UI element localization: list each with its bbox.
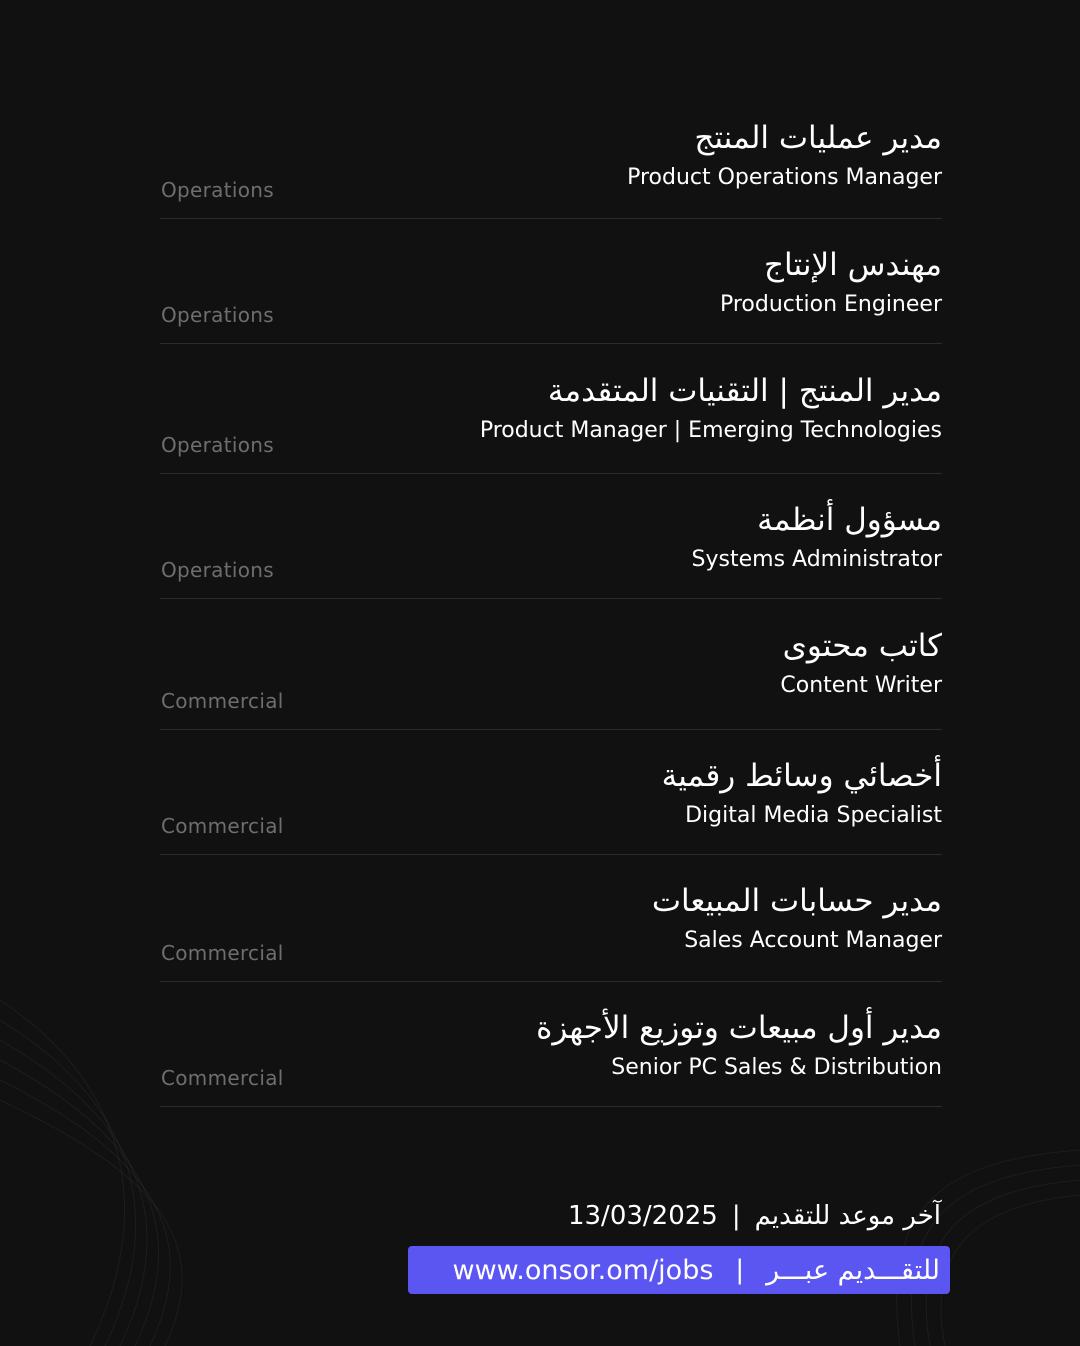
job-category: Operations — [161, 178, 274, 202]
apply-label: للتقـــديم عبـــر — [766, 1254, 940, 1286]
job-title-arabic: كاتب محتوى — [782, 628, 942, 664]
job-list — [160, 118, 942, 1107]
apply-banner[interactable] — [408, 1246, 950, 1294]
job-category: Commercial — [161, 689, 284, 713]
job-title-arabic: مدير أول مبيعات وتوزيع الأجهزة — [536, 1010, 942, 1046]
job-item — [160, 730, 942, 855]
job-title-english: Content Writer — [780, 673, 942, 698]
job-category: Operations — [161, 558, 274, 582]
footer — [408, 1196, 950, 1294]
job-title-english: Digital Media Specialist — [685, 803, 942, 828]
job-category: Commercial — [161, 814, 284, 838]
job-item — [160, 118, 942, 219]
job-title-english: Sales Account Manager — [684, 928, 942, 953]
job-title-arabic: مدير حسابات المبيعات — [651, 883, 942, 919]
deadline-label: آخر موعد للتقديم — [754, 1201, 941, 1231]
job-title-arabic: مدير المنتج | التقنيات المتقدمة — [547, 373, 942, 409]
job-item — [160, 344, 942, 474]
job-title-arabic: مدير عمليات المنتج — [694, 120, 942, 156]
job-item — [160, 219, 942, 344]
deadline-date: 13/03/2025 — [567, 1201, 718, 1231]
job-title-arabic: أخصائي وسائط رقمية — [661, 758, 942, 794]
separator: | — [731, 1201, 741, 1231]
apply-url-link[interactable]: www.onsor.om/jobs — [452, 1254, 714, 1286]
job-category: Commercial — [161, 941, 284, 965]
job-category: Commercial — [161, 1066, 284, 1090]
job-title-arabic: مسؤول أنظمة — [757, 502, 942, 538]
job-title-english: Senior PC Sales & Distribution — [611, 1055, 942, 1080]
job-item — [160, 855, 942, 982]
job-title-english: Systems Administrator — [691, 547, 942, 572]
job-title-english: Product Manager | Emerging Technologies — [479, 418, 942, 443]
job-item — [160, 982, 942, 1107]
job-item — [160, 474, 942, 599]
job-title-arabic: مهندس الإنتاج — [764, 247, 942, 283]
job-title-english: Product Operations Manager — [627, 165, 942, 190]
job-title-english: Production Engineer — [719, 292, 942, 317]
separator: | — [735, 1255, 745, 1285]
job-item — [160, 599, 942, 730]
deadline-line — [408, 1196, 950, 1236]
job-category: Operations — [161, 303, 274, 327]
job-category: Operations — [161, 433, 274, 457]
